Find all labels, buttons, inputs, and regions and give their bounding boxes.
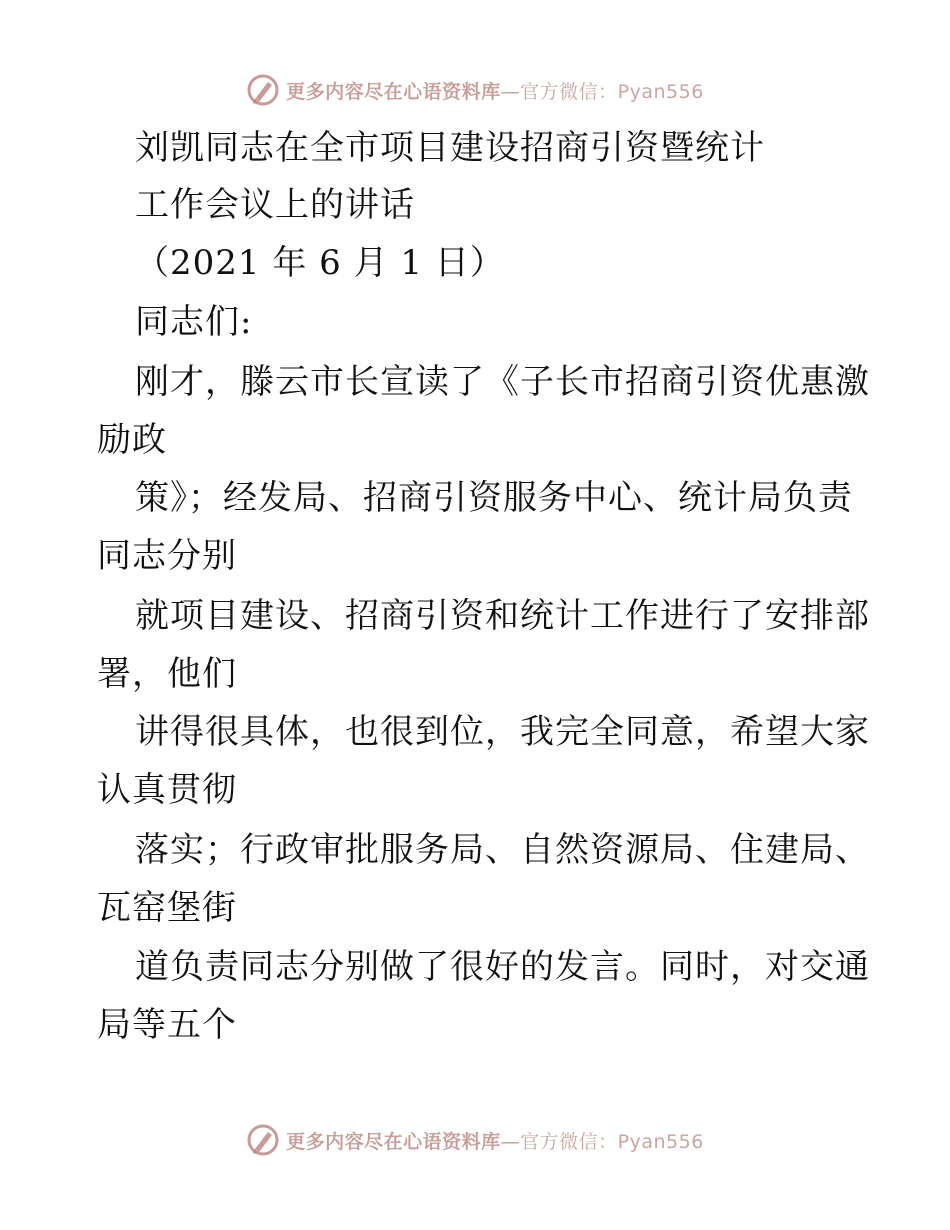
document-title-line-1: 刘凯同志在全市项目建设招商引资暨统计 xyxy=(135,128,765,168)
body-line: 策》；经发局、招商引资服务中心、统计局负责 xyxy=(135,478,853,518)
watermark-text: 更多内容尽在心语资料库—官方微信：Pyan556 xyxy=(286,1130,704,1153)
pen-logo-icon xyxy=(246,1123,280,1157)
body-line: 道负责同志分别做了很好的发言。同时，对交通 xyxy=(135,947,870,987)
body-line: 落实；行政审批服务局、自然资源局、住建局、 xyxy=(135,830,870,870)
body-line: 认真贯彻 xyxy=(97,770,237,810)
body-line: 励政 xyxy=(97,420,167,460)
body-line: 同志分别 xyxy=(97,536,237,576)
body-line: 讲得很具体，也很到位，我完全同意，希望大家 xyxy=(135,712,870,752)
body-line: 就项目建设、招商引资和统计工作进行了安排部 xyxy=(135,596,870,636)
pen-logo-icon xyxy=(246,73,280,107)
body-line: 刚才，滕云市长宣读了《子长市招商引资优惠激 xyxy=(135,362,870,402)
watermark-footer xyxy=(0,1120,950,1160)
watermark-text: 更多内容尽在心语资料库—官方微信：Pyan556 xyxy=(286,80,704,103)
body-line: 瓦窑堡街 xyxy=(97,888,237,928)
document-title-line-2: 工作会议上的讲话 xyxy=(135,185,415,225)
watermark-header xyxy=(0,70,950,110)
body-line: 局等五个 xyxy=(97,1005,237,1045)
salutation: 同志们: xyxy=(135,302,253,342)
document-date: （2021 年 6 月 1 日） xyxy=(135,243,505,283)
body-line: 署，他们 xyxy=(97,654,237,694)
